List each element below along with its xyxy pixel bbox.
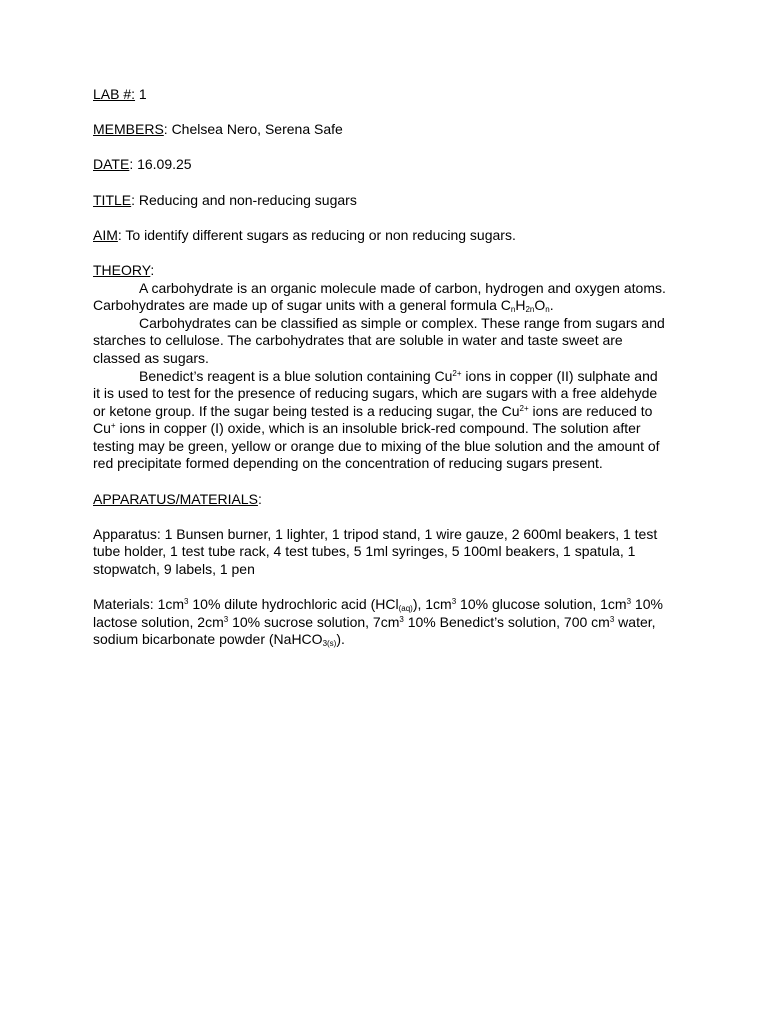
theory-colon: :	[150, 261, 155, 278]
materials-paragraph	[93, 596, 675, 649]
text-line: it is used to test for the presence of reducing sugars, which are sugars with a free aldehyde	[93, 385, 658, 402]
members-label: MEMBERS	[93, 121, 164, 138]
text-span: H	[515, 297, 526, 314]
members-value: : Chelsea Nero, Serena Safe	[163, 121, 343, 138]
apparatus-materials-heading	[93, 491, 675, 509]
title-value: : Reducing and non-reducing sugars	[131, 191, 357, 208]
spacer	[93, 473, 675, 491]
spacer	[93, 104, 675, 122]
theory-paragraph-3	[93, 368, 675, 474]
subscript: 2n	[525, 305, 535, 315]
text-span: ), 1cm	[412, 596, 452, 613]
text-span: Cu	[93, 420, 111, 437]
apparatus-materials-label: APPARATUS/MATERIALS	[93, 490, 258, 507]
text-line	[93, 368, 675, 386]
text-span: Benedict’s reagent is a blue solution containing Cu	[139, 367, 453, 384]
superscript: +	[110, 421, 116, 431]
superscript: 3	[399, 614, 404, 624]
theory-paragraph-2	[93, 315, 675, 368]
apparatus-paragraph	[93, 526, 675, 579]
text-line: Apparatus: 1 Bunsen burner, 1 lighter, 1 tripod stand, 1 wire gauze, 2 600ml beakers, 1 test	[93, 525, 658, 542]
date-label: DATE	[93, 156, 130, 173]
spacer	[93, 139, 675, 157]
text-span: 10%	[631, 596, 663, 613]
text-span: lactose solution, 2cm	[93, 613, 224, 630]
text-line: A carbohydrate is an organic molecule made of carbon, hydrogen and oxygen atoms.	[139, 279, 666, 296]
text-line: tube holder, 1 test tube rack, 4 test tubes, 5 1ml syringes, 5 100ml beakers, 1 spatula, 1	[93, 543, 636, 560]
text-span: 10% sucrose solution, 7cm	[228, 613, 400, 630]
subscript: n	[510, 305, 516, 315]
subscript: n	[545, 305, 550, 315]
text-line	[93, 297, 675, 315]
aim-value: : To identify different sugars as reducing or non reducing sugars.	[117, 226, 516, 243]
text-span: O	[534, 297, 546, 314]
aim-line	[93, 227, 675, 245]
text-line: classed as sugars.	[93, 349, 209, 366]
superscript: 3	[451, 597, 457, 607]
subscript: (aq)	[398, 604, 413, 614]
text-line: stopwatch, 9 labels, 1 pen	[93, 561, 255, 578]
theory-heading	[93, 262, 675, 280]
spacer	[93, 508, 675, 526]
text-span: ).	[336, 631, 345, 648]
text-span: 10% Benedict’s solution, 700 cm	[403, 613, 610, 630]
superscript: 3	[626, 597, 632, 607]
date-line	[93, 156, 675, 174]
title-label: TITLE	[93, 191, 132, 208]
lab-number-value: 1	[135, 86, 147, 102]
date-value: : 16.09.25	[129, 156, 192, 173]
text-line	[93, 420, 675, 438]
theory-paragraph-1	[93, 280, 675, 315]
superscript: 3	[184, 597, 189, 607]
lab-number-label: LAB #:	[93, 86, 136, 102]
text-span: ions are reduced to	[528, 402, 653, 419]
text-line	[93, 596, 675, 614]
text-span: 10% dilute hydrochloric acid (HCl	[188, 596, 399, 613]
text-span: ions in copper (II) sulphate and	[461, 367, 658, 384]
spacer	[93, 244, 675, 262]
text-line	[93, 614, 675, 632]
text-line: starches to cellulose. The carbohydrates that are soluble in water and taste sweet are	[93, 332, 623, 349]
text-span: ions in copper (I) oxide, which is an insoluble brick-red compound. The solution after	[115, 420, 641, 437]
text-line: red precipitate formed depending on the concentration of reducing sugars present.	[93, 455, 603, 472]
text-span: Materials: 1cm	[93, 596, 185, 613]
text-span: .	[549, 297, 554, 314]
superscript: 3	[609, 614, 615, 624]
text-span: or ketone group. If the sugar being tested is a reducing sugar, the Cu	[93, 402, 520, 419]
text-line: testing may be green, yellow or orange due to mixing of the blue solution and the amount of	[93, 437, 660, 454]
text-span: 10% glucose solution, 1cm	[456, 596, 627, 613]
spacer	[93, 579, 675, 597]
text-span: Carbohydrates are made up of sugar units with a general formula C	[93, 297, 511, 314]
theory-label: THEORY	[93, 261, 151, 278]
superscript: 2+	[452, 368, 462, 378]
superscript: 3	[223, 614, 229, 624]
subscript: 3(s)	[322, 639, 337, 649]
title-line	[93, 192, 675, 210]
spacer	[93, 174, 675, 192]
superscript: 2+	[519, 403, 529, 413]
lab-number-line	[93, 86, 675, 104]
text-span: water,	[614, 613, 656, 630]
lab-report-page	[93, 86, 675, 649]
spacer	[93, 209, 675, 227]
text-line	[93, 631, 675, 649]
members-line	[93, 121, 675, 139]
text-line	[93, 403, 675, 421]
aim-label: AIM	[93, 226, 118, 243]
text-line: Carbohydrates can be classified as simple or complex. These range from sugars and	[139, 314, 665, 331]
apparatus-materials-colon: :	[257, 490, 262, 507]
text-span: sodium bicarbonate powder (NaHCO	[93, 631, 323, 648]
